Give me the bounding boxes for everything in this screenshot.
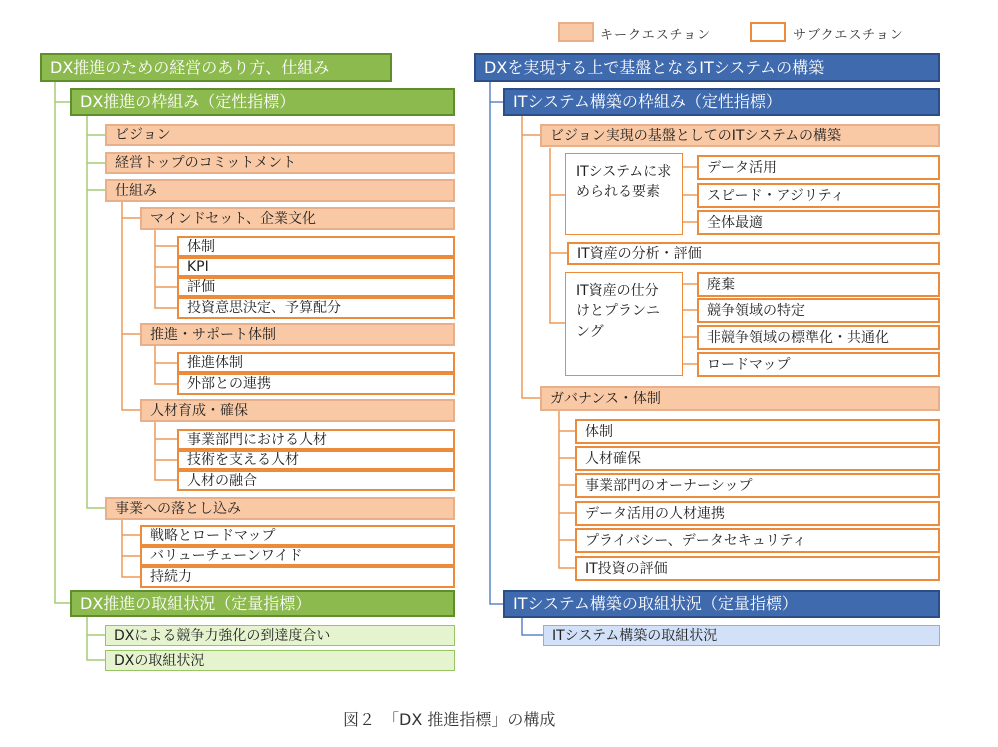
- foundation: ビジョン実現の基盤としてのITシステムの構築: [540, 124, 940, 147]
- governance-item: プライバシー、データセキュリティ: [575, 528, 940, 553]
- planning-item: 競争領域の特定: [697, 298, 940, 323]
- business-item: バリューチェーンワイド: [140, 546, 455, 566]
- support-item: 外部との連携: [177, 373, 455, 395]
- governance-item: 体制: [575, 419, 940, 444]
- requirements-item: 全体最適: [697, 210, 940, 235]
- mindset-item: 評価: [177, 277, 455, 297]
- status-item: DXによる競争力強化の到達度合い: [105, 625, 455, 646]
- governance-item: IT投資の評価: [575, 556, 940, 581]
- governance: ガバナンス・体制: [540, 386, 940, 411]
- talent: 人材育成・確保: [140, 399, 455, 422]
- legend-sub-label: サブクエスチョン: [793, 28, 904, 43]
- requirements-label: ITシステムに求められる要素: [565, 153, 683, 235]
- business-item: 持続力: [140, 566, 455, 588]
- legend-sub-swatch: [750, 22, 786, 42]
- mindset: マインドセット、企業文化: [140, 207, 455, 230]
- right-framework: ITシステム構築の枠組み（定性指標）: [503, 88, 940, 116]
- left-title: DX推進のための経営のあり方、仕組み: [40, 53, 392, 82]
- mechanism: 仕組み: [105, 179, 455, 202]
- legend-key-swatch: [558, 22, 594, 42]
- business: 事業への落とし込み: [105, 497, 455, 520]
- planning-item: ロードマップ: [697, 352, 940, 377]
- requirements-item: スピード・アジリティ: [697, 183, 940, 208]
- planning-item: 廃棄: [697, 272, 940, 297]
- left-status: DX推進の取組状況（定量指標）: [70, 590, 455, 617]
- mindset-item: 投資意思決定、予算配分: [177, 297, 455, 319]
- right-status-item: ITシステム構築の取組状況: [543, 625, 940, 646]
- talent-item: 事業部門における人材: [177, 429, 455, 450]
- vision: ビジョン: [105, 124, 455, 146]
- support: 推進・サポート体制: [140, 323, 455, 346]
- status-item: DXの取組状況: [105, 650, 455, 671]
- requirements-item: データ活用: [697, 155, 940, 180]
- commitment: 経営トップのコミットメント: [105, 152, 455, 174]
- right-title: DXを実現する上で基盤となるITシステムの構築: [474, 53, 940, 82]
- planning-item: 非競争領域の標準化・共通化: [697, 325, 940, 350]
- right-status: ITシステム構築の取組状況（定量指標）: [503, 590, 940, 618]
- talent-item: 人材の融合: [177, 470, 455, 491]
- support-item: 推進体制: [177, 352, 455, 373]
- left-framework: DX推進の枠組み（定性指標）: [70, 88, 455, 116]
- analysis: IT資産の分析・評価: [567, 242, 940, 265]
- governance-item: データ活用の人材連携: [575, 501, 940, 526]
- governance-item: 事業部門のオーナーシップ: [575, 473, 940, 498]
- figure-caption: 図２ 「DX 推進指標」の構成: [343, 710, 556, 729]
- legend-key-label: キークエスチョン: [600, 28, 712, 43]
- business-item: 戦略とロードマップ: [140, 525, 455, 546]
- governance-item: 人材確保: [575, 446, 940, 471]
- talent-item: 技術を支える人材: [177, 450, 455, 470]
- mindset-item: 体制: [177, 236, 455, 257]
- planning-label: IT資産の仕分けとプランニング: [565, 272, 683, 376]
- mindset-item: KPI: [177, 257, 455, 277]
